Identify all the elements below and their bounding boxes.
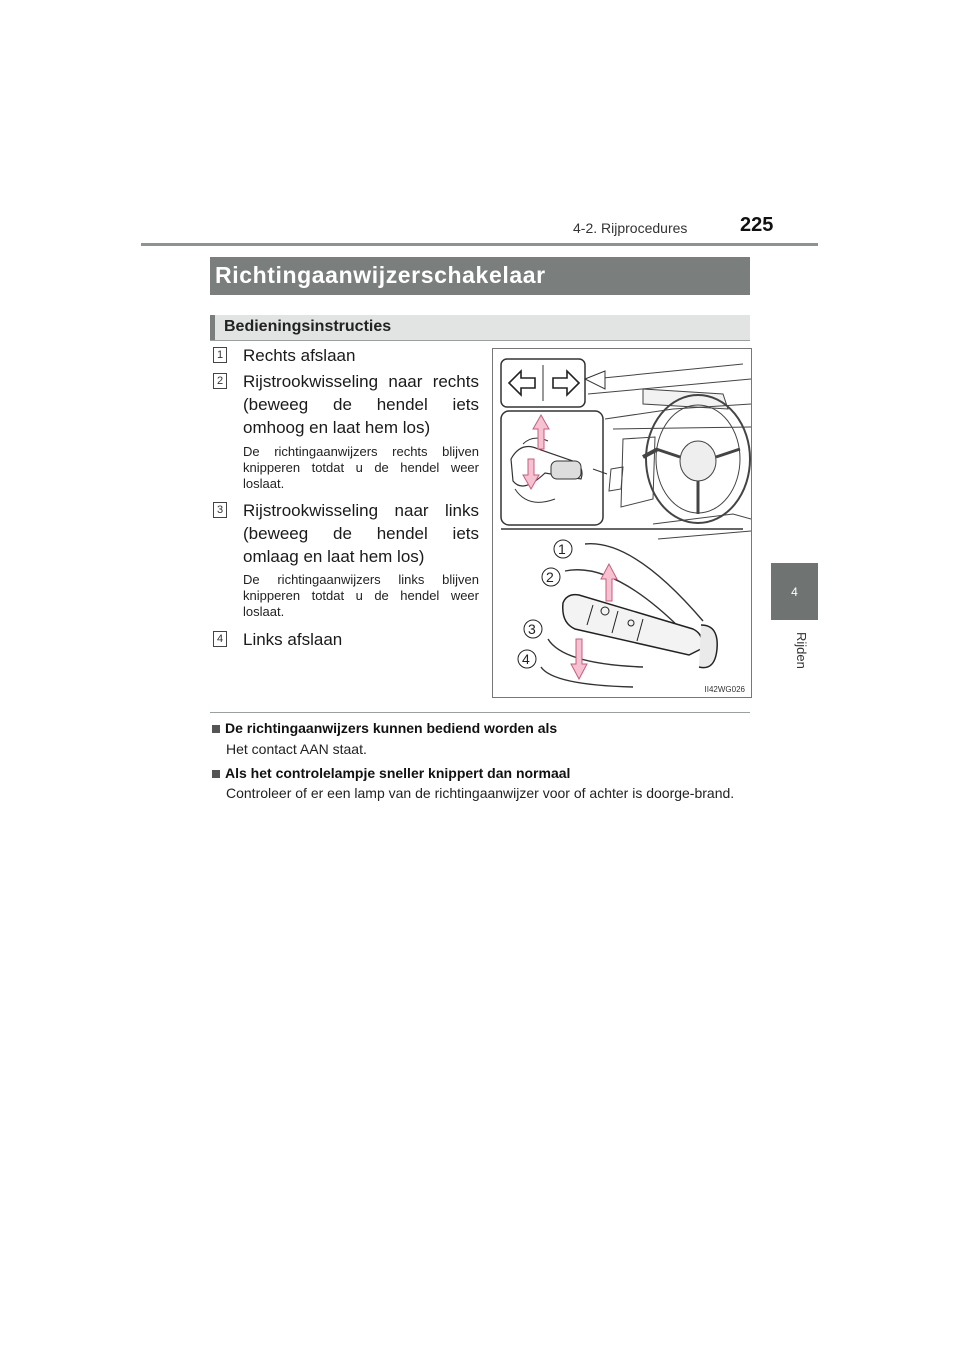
dashboard-scene	[588, 364, 751, 539]
step-text-1: Rechts afslaan	[243, 346, 356, 365]
bullet-square-icon	[212, 770, 220, 778]
notes-rule	[210, 712, 750, 713]
lever-detail	[541, 544, 717, 687]
note-heading-2-text: Als het controlelampje sneller knippert dan normaal	[225, 765, 571, 781]
step-note-2: De richtingaanwijzers rechts blijven knipperen totdat u de hendel weer loslaat.	[243, 444, 479, 491]
callout-2: 2	[546, 569, 554, 585]
note-text-2: Controleer of er een lamp van de richtingaanwijzer voor of achter is doorge-brand.	[226, 785, 735, 801]
subsection-accent	[210, 315, 215, 340]
indicator-box	[501, 359, 605, 407]
header-rule	[141, 243, 818, 246]
figure-code: II42WG026	[704, 685, 745, 694]
subsection-title: Bedieningsinstructies	[224, 318, 392, 335]
page-number: 225	[740, 214, 774, 236]
note-heading-2	[212, 765, 752, 781]
turn-signal-figure	[492, 348, 752, 698]
callout-4: 4	[522, 651, 530, 667]
note-text-1: Het contact AAN staat.	[226, 741, 367, 757]
chapter-number: 4	[791, 584, 798, 599]
running-header-section: 4-2. Rijprocedures	[573, 220, 688, 236]
step-note-3: De richtingaanwijzers links blijven knipperen totdat u de hendel weer loslaat.	[243, 572, 479, 619]
callout-3: 3	[528, 621, 536, 637]
subsection-title-bar	[210, 315, 750, 340]
bullet-square-icon	[212, 725, 220, 733]
section-title: Richtingaanwijzerschakelaar	[215, 262, 546, 288]
lever-down-arrow-icon	[571, 639, 587, 679]
lever-up-arrow-icon	[601, 564, 617, 601]
step-number-1: 1	[213, 347, 227, 363]
note-heading-1	[212, 720, 752, 736]
figure-illustration	[493, 349, 751, 697]
step-text-4: Links afslaan	[243, 630, 343, 649]
step-text-2: Rijstrookwisseling naar rechts (beweeg de hendel iets omhoog en laat hem los)	[243, 372, 479, 437]
step-number-2: 2	[213, 373, 227, 389]
section-title-bar	[210, 257, 750, 295]
note-heading-1-text: De richtingaanwijzers kunnen bediend worden als	[225, 720, 558, 736]
subsection-rule	[210, 340, 750, 341]
step-number-4: 4	[213, 631, 227, 647]
step-text-3: Rijstrookwisseling naar links (beweeg de hendel iets omlaag en laat hem los)	[243, 501, 479, 566]
step-number-3: 3	[213, 502, 227, 518]
chapter-tab-label: Rijden	[794, 632, 809, 669]
chapter-tab	[771, 563, 818, 620]
lever-inset	[501, 411, 607, 525]
callout-1: 1	[558, 541, 566, 557]
